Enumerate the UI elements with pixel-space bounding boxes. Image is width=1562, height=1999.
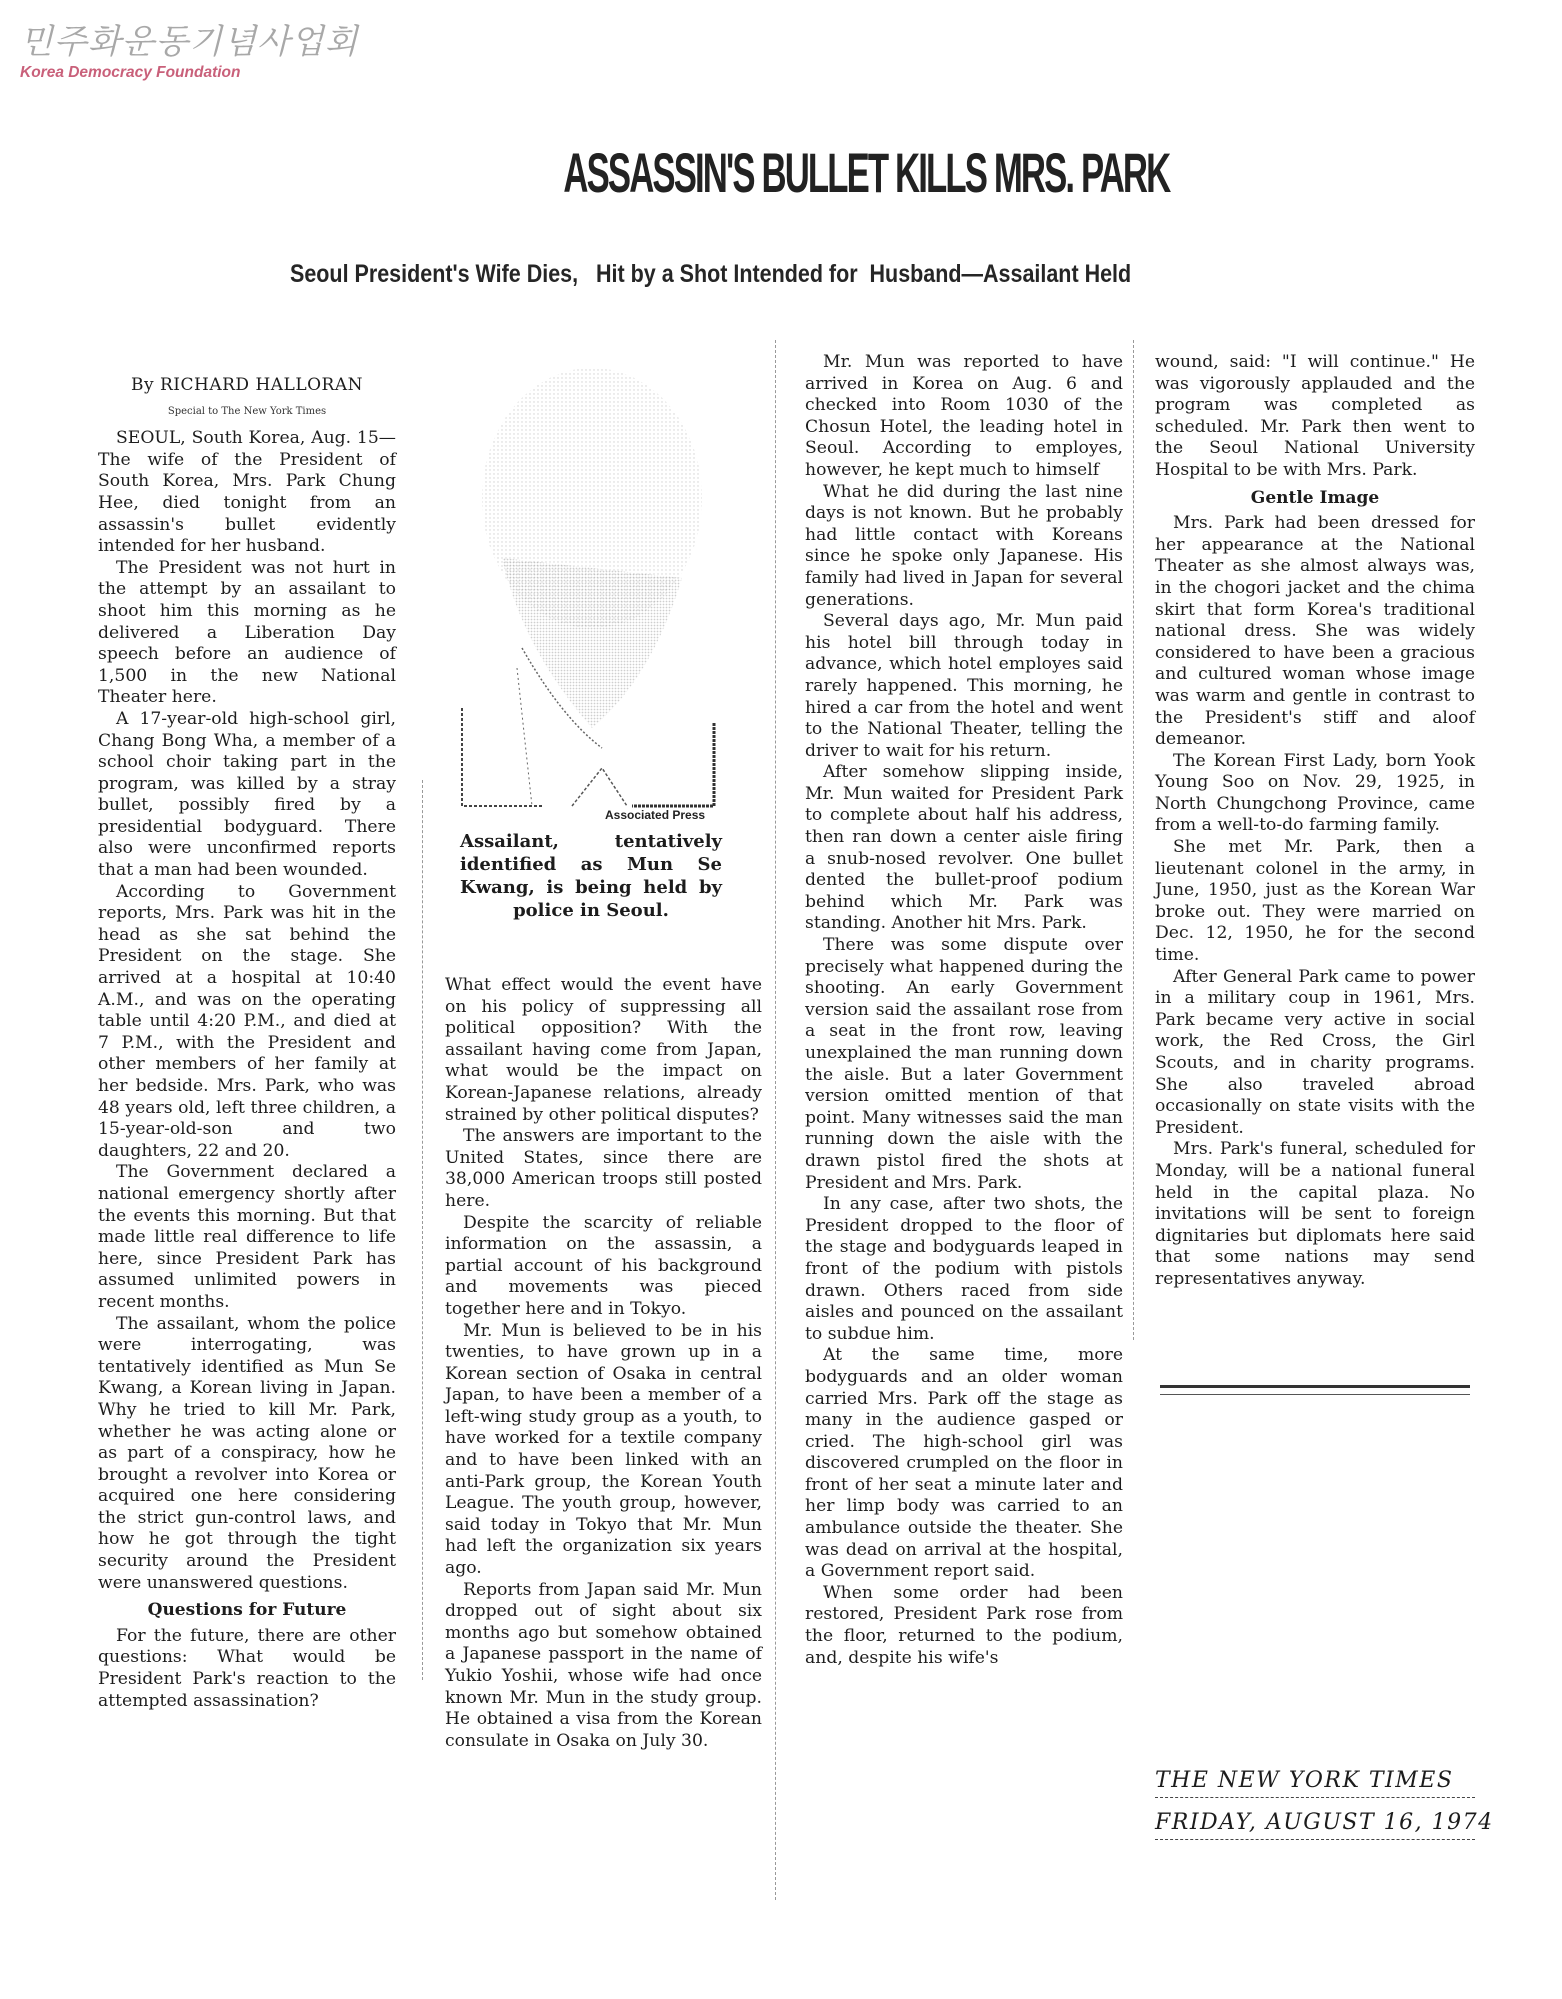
paragraph: At the same time, more bodyguards and an older woman carried Mrs. Park off the stage as many in the audience gasped or cried. The high-school girl was discovered crumpled on the floor in front of her seat a minute later and her limp body was carried to an ambulance outside the theater. She was dead on arrival at the hospital, a Government report said.: [805, 1345, 1123, 1582]
paragraph: The Korean First Lady, born Yook Young Soo on Nov. 29, 1925, in North Chungchong Province, came from a well-to-do farming family.: [1155, 750, 1475, 836]
paragraph: What effect would the event have on his policy of suppressing all political opposition? With the assailant having come from Japan, what would be the impact on Korean-Japanese relations, already strained by other political disputes?: [445, 975, 762, 1125]
article-column-4: [1155, 352, 1475, 1291]
paragraph: Despite the scarcity of reliable information on the assassin, a partial account of his background and movements was pieced together here and in Tokyo.: [445, 1212, 762, 1319]
section-subhead: Questions for Future: [147, 1600, 347, 1621]
paragraph: After somehow slipping inside, Mr. Mun waited for President Park to complete about half his address, then ran down a center aisle firing a snub-nosed revolver. One bullet dented the bullet-proof podium behind which Mr. Park was standing. Another hit Mrs. Park.: [805, 762, 1123, 934]
headline: ASSASSIN'S BULLET KILLS MRS. PARK: [563, 141, 1170, 204]
paragraph: After General Park came to power in a military coup in 1961, Mrs. Park became very active in social work, the Red Cross, the Girl Scouts, and in charity programs. She also traveled abroad occasionally on state visits with the President.: [1155, 966, 1475, 1138]
foundation-logo: [20, 22, 358, 82]
paragraph: Several days ago, Mr. Mun paid his hotel bill through today in advance, which hotel employes said rarely happened. This morning, he hired a car from the hotel and went to the National Theater, telling the driver to wait for his return.: [805, 611, 1123, 761]
paragraph: The answers are important to the United States, since there are 38,000 American troops still posted here.: [445, 1126, 762, 1211]
byline: By RICHARD HALLORAN: [130, 375, 364, 395]
assailant-photo: [452, 348, 724, 808]
column-divider: [775, 340, 776, 1900]
paragraph: SEOUL, South Korea, Aug. 15—The wife of the President of South Korea, Mrs. Park Chung Hee, died tonight from an assassin's bullet evidently intended for her husband.: [98, 428, 396, 557]
paragraph: Mrs. Park's funeral, scheduled for Monday, will be a national funeral held in the capital plaza. No invitations will be sent to foreign dignitaries but diplomats here said that some nations may send representatives anyway.: [1155, 1139, 1475, 1289]
byline-credit: Special to The New York Times: [167, 405, 327, 417]
paragraph: The President was not hurt in the attempt by an assailant to shoot him this morning as he delivered a Liberation Day speech before an audience of 1,500 in the new National Theater here.: [98, 557, 396, 708]
subheadline: Seoul President's Wife Dies, Hit by a Shot Intended for Husband—Assailant Held: [290, 260, 1132, 288]
newspaper-name: THE NEW YORK TIMES: [1155, 1768, 1475, 1798]
paragraph: For the future, there are other questions: What would be President Park's reaction to the attempted assassination?: [98, 1625, 396, 1711]
newspaper-masthead: [1155, 1768, 1494, 1852]
logo-korean-text: 민주화운동기념사업회: [20, 22, 359, 62]
paragraph: The Government declared a national emergency shortly after the events this morning. But that made little real difference to life here, since President Park has assumed unlimited powers in recent months.: [98, 1162, 396, 1312]
column-divider: [1133, 340, 1134, 1340]
paragraph: She met Mr. Park, then a lieutenant colonel in the army, in June, 1950, just as the Korean War broke out. They were married on Dec. 12, 1950, he for the second time.: [1155, 837, 1475, 966]
logo-english-text: Korea Democracy Foundation: [20, 64, 241, 81]
paragraph: Mr. Mun is believed to be in his twenties, to have grown up in a Korean section of Osaka in central Japan, to have been a member of a left-wing study group as a youth, to have worked for a textile company and to have been linked with an anti-Park group, the Korean Youth League. The youth group, however, said today in Tokyo that Mr. Mun had left the organization six years ago.: [445, 1320, 762, 1579]
paragraph: There was some dispute over precisely what happened during the shooting. An early Government version said the assailant rose from a seat in the front row, leaving unexplained the man running down the aisle. But a later Government version omitted mention of that point. Many witnesses said the man running down the aisle with the drawn pistol fired the shots at President and Mrs. Park.: [805, 935, 1123, 1193]
section-subhead: Gentle Image: [1250, 487, 1380, 508]
paragraph: According to Government reports, Mrs. Park was hit in the head as she sat behind the President on the stage. She arrived at a hospital at 10:40 A.M., and was on the operating table until 4:20 P.M., and died at 7 P.M., with the President and other members of her family at her bedside. Mrs. Park, who was 48 years old, left three children, a 15-year-old-son and two daughters, 22 and 20.: [98, 881, 396, 1161]
publication-date: FRIDAY, AUGUST 16, 1974: [1155, 1810, 1475, 1840]
article-column-2: [445, 975, 762, 1752]
photo-caption: Assailant, tentatively identified as Mun Se Kwang, is being held by police in Seoul.: [460, 831, 722, 921]
paragraph: What he did during the last nine days is not known. But he probably had little contact with Koreans since he spoke only Japanese. His family had lived in Japan for several generations.: [805, 481, 1123, 610]
photo-credit: Associated Press: [605, 808, 706, 822]
paragraph: Mrs. Park had been dressed for her appearance at the National Theater as she almost always was, in the chogori jacket and the chima skirt that form Korea's traditional national dress. She was widely considered to have been a gracious and cultured woman whose image was warm and gentle in contrast to the President's stiff and aloof demeanor.: [1155, 513, 1475, 750]
paragraph: A 17-year-old high-school girl, Chang Bong Wha, a member of a school choir taking part in the program, was killed by a stray bullet, possibly fired by a presidential bodyguard. There also were unconfirmed reports that a man had been wounded.: [98, 708, 396, 881]
paragraph: The assailant, whom the police were interrogating, was tentatively identified as Mun Se Kwang, a Korean living in Japan. Why he tried to kill Mr. Park, whether he was acting alone or as part of a conspiracy, how he brought a revolver into Korea or acquired one here considering the strict gun-control laws, and how he got through the tight security around the President were unanswered questions.: [98, 1313, 396, 1593]
article-column-3: [805, 352, 1123, 1669]
article-column-1: [98, 375, 396, 1712]
paragraph: wound, said: "I will continue." He was vigorously applauded and the program was completed as scheduled. Mr. Park then went to the Seoul National University Hospital to be with Mrs. Park.: [1155, 352, 1475, 480]
paragraph: When some order had been restored, President Park rose from the floor, returned to the podium, and, despite his wife's: [805, 1582, 1123, 1668]
paragraph: In any case, after two shots, the President dropped to the floor of the stage and bodyguards leaped in front of the podium with pistols drawn. Others raced from side aisles and pounced on the assailant to subdue him.: [805, 1194, 1123, 1344]
paragraph: Mr. Mun was reported to have arrived in Korea on Aug. 6 and checked into Room 1030 of the Chosun Hotel, the leading hotel in Seoul. According to employes, however, he kept much to himself: [805, 352, 1123, 480]
paragraph: Reports from Japan said Mr. Mun dropped out of sight about six months ago but somehow obtained a Japanese passport in the name of Yukio Yoshii, whose wife had once known Mr. Mun in the study group. He obtained a visa from the Korean consulate in Osaka on July 30.: [445, 1579, 762, 1751]
end-of-article-rule: [1160, 1385, 1470, 1395]
column-divider: [422, 780, 423, 1680]
